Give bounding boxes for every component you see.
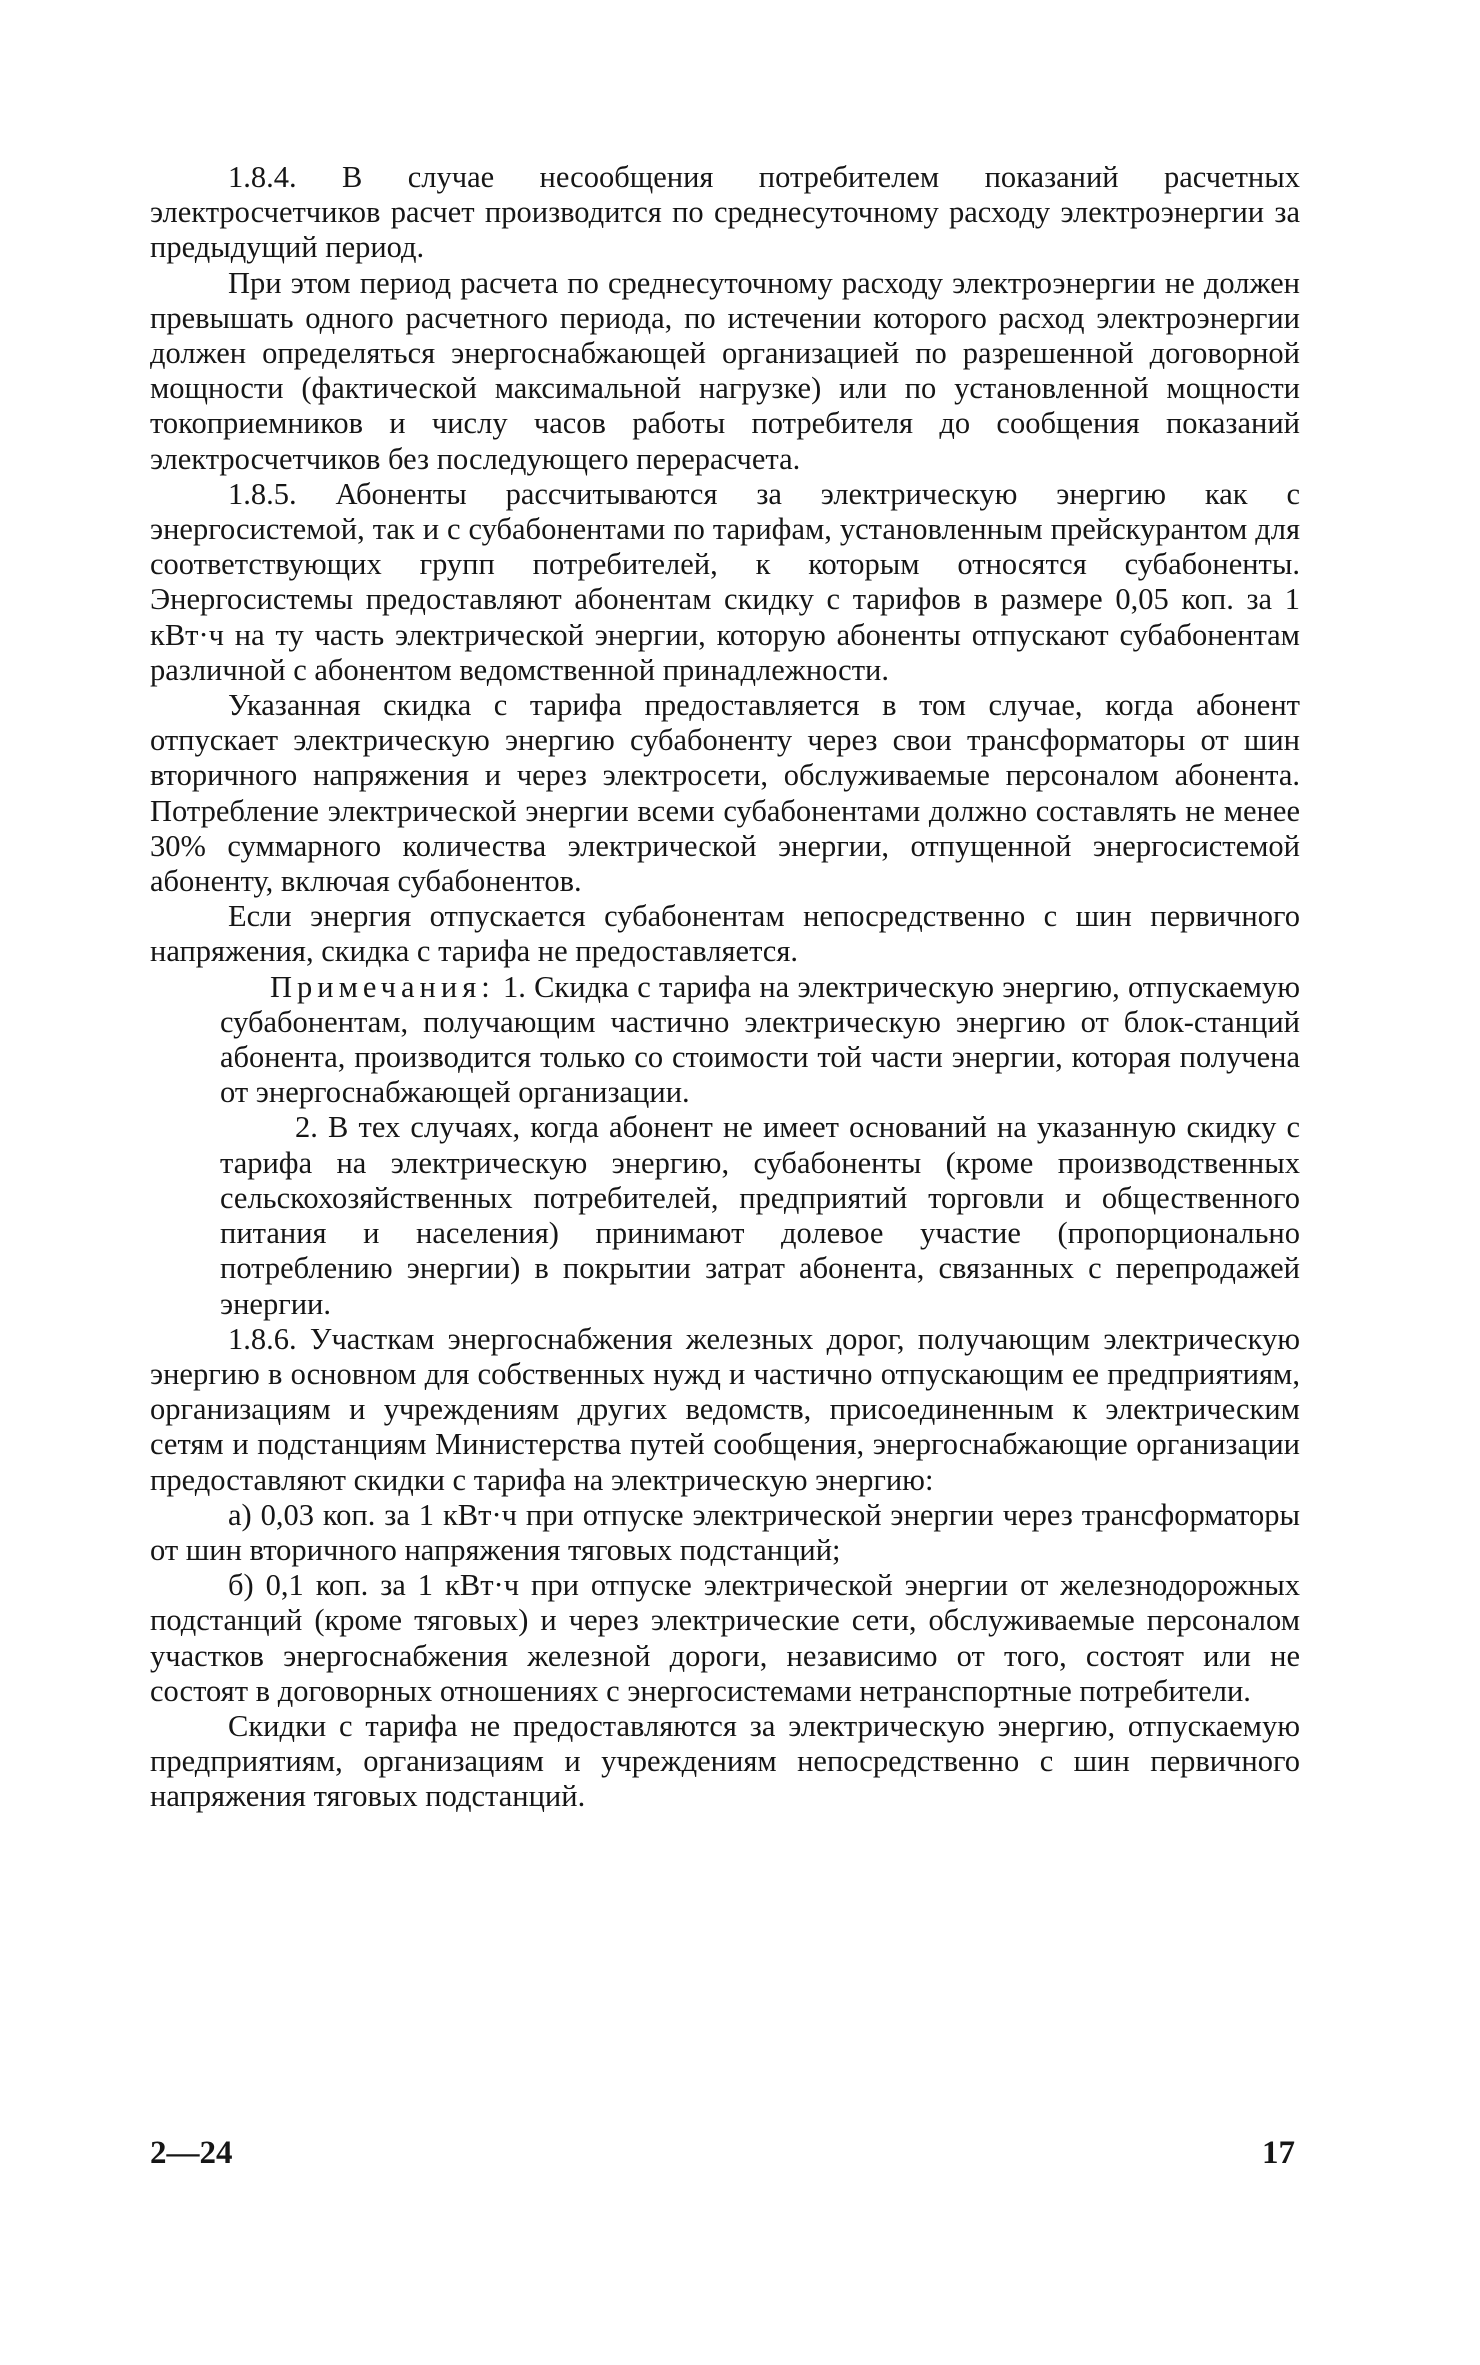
paragraph-no-discount: Скидки с тарифа не предоставляются за электрическую энергию, отпускаемую предприятиям, организациям и учреждениям непосредственно с шин первичного напряжения тяговых подстанций. bbox=[150, 1708, 1300, 1814]
paragraph-item-a: а) 0,03 коп. за 1 кВт·ч при отпуске электрической энергии через трансформаторы от шин вторичного напряжения тяговых подстанций; bbox=[150, 1497, 1300, 1567]
sheet-signature: 2—24 bbox=[150, 2135, 233, 2171]
note-2: 2. В тех случаях, когда абонент не имеет оснований на указанную скидку с тарифа на электрическую энергию, субабоненты (кроме производственных сельскохозяйственных потребителей, предприятий торговли и общественного питания и населения) принимают долевое участие (пропорционально потреблению энергии) в покрытии затрат абонента, связанных с перепродажей энергии. bbox=[220, 1110, 1300, 1321]
paragraph-1-8-4: 1.8.4. В случае несообщения потребителем показаний расчетных электросчетчиков расчет производится по среднесуточному расходу электроэнергии за предыдущий период. bbox=[150, 160, 1300, 265]
paragraph-1-8-5: 1.8.5. Абоненты рассчитываются за электрическую энергию как с энергосистемой, так и с субабонентами по тарифам, установленным прейскурантом для соответствующих групп потребителей, к которым относятся субабоненты. Энергосистемы предоставляют абонентам скидку с тарифов в размере 0,05 коп. за 1 кВт·ч на ту часть электрической энергии, которую абоненты отпускают субабонентам различной с абонентом ведомственной принадлежности. bbox=[150, 476, 1300, 687]
page-body bbox=[150, 160, 1300, 1815]
notes-label: Примечания: bbox=[270, 969, 495, 1004]
note-1 bbox=[150, 970, 1300, 1111]
paragraph-item-b: б) 0,1 коп. за 1 кВт·ч при отпуске электрической энергии от железнодорожных подстанций (кроме тяговых) и через электрические сети, обслуживаемые персоналом участков энергоснабжения железной дороги, независимо от того, состоят или не состоят в договорных отношениях с энергосистемами нетранспортные потребители. bbox=[150, 1568, 1300, 1708]
paragraph-1-8-6: 1.8.6. Участкам энергоснабжения железных дорог, получающим электрическую энергию в основном для собственных нужд и частично отпускающим ее предприятиям, организациям и учреждениям других ведомств, присоединенным к электрическим сетям и подстанциям Министерства путей сообщения, энергоснабжающие организации предоставляют скидки с тарифа на электрическую энергию: bbox=[150, 1321, 1300, 1497]
paragraph-period: При этом период расчета по среднесуточному расходу электроэнергии не должен превышать одного расчетного периода, по истечении которого расход электроэнергии должен определяться энергоснабжающей организацией по разрешенной договорной мощности (фактической максимальной нагрузке) или по установленной мощности токоприемников и числу часов работы потребителя до сообщения показаний электросчетчиков без последующего перерасчета. bbox=[150, 265, 1300, 476]
page-number: 17 bbox=[1262, 2135, 1295, 2171]
paragraph-discount: Указанная скидка с тарифа предоставляется в том случае, когда абонент отпускает электрическую энергию субабоненту через свои трансформаторы от шин вторичного напряжения и через электросети, обслуживаемые персоналом абонента. Потребление электрической энергии всеми субабонентами должно составлять не менее 30% суммарного количества электрической энергии, отпущенной энергосистемой абоненту, включая субабонентов. bbox=[150, 688, 1300, 899]
paragraph-primary-voltage: Если энергия отпускается субабонентам непосредственно с шин первичного напряжения, скидка с тарифа не предоставляется. bbox=[150, 899, 1300, 969]
note-1-text: 1. Скидка с тарифа на электрическую энергию, отпускаемую субабонентам, получающим частично электрическую энергию от блок-станций абонента, производится только со стоимости той части энергии, которая получена от энергоснабжающей организации. bbox=[220, 969, 1301, 1110]
